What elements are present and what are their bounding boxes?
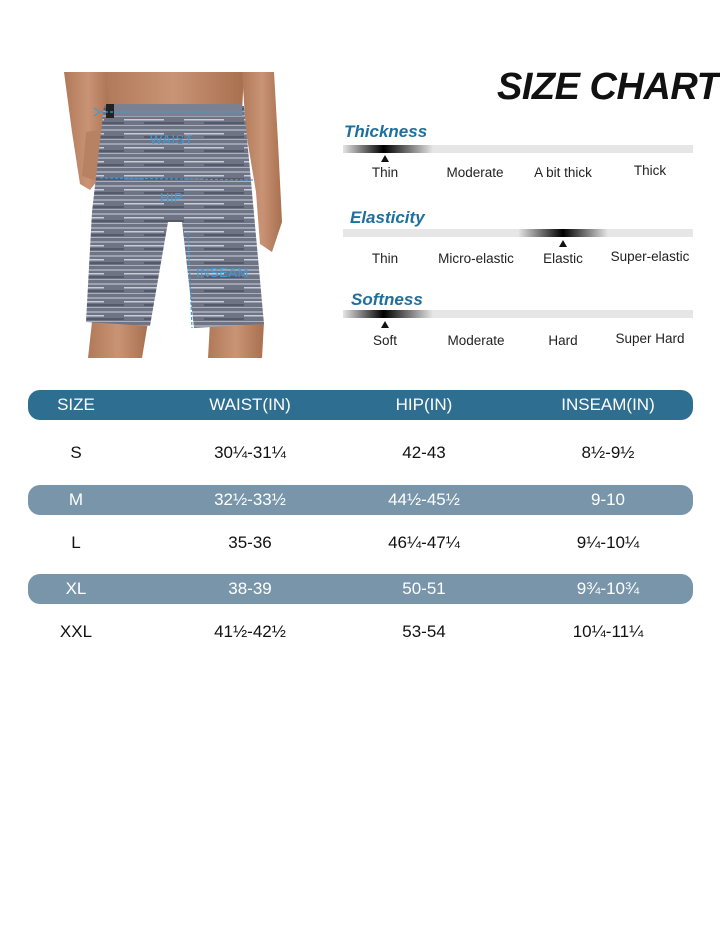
- scale-level: Thick: [633, 163, 667, 178]
- hip-measure-label: HIP: [160, 190, 184, 205]
- property-title: Elasticity: [350, 208, 425, 227]
- table-cell: 9¾-10¾: [576, 579, 640, 598]
- scale-level: Elastic: [543, 251, 583, 266]
- table-header-cell: HIP(IN): [395, 395, 453, 414]
- scale-level: Super-elastic: [610, 249, 690, 264]
- scale-level: Thin: [371, 251, 399, 266]
- property-title: Softness: [351, 290, 423, 309]
- inseam-measure-label: INSEAM: [196, 265, 249, 280]
- table-cell: 38-39: [228, 579, 272, 598]
- triangle-marker-icon: [381, 155, 389, 162]
- table-cell: 42-43: [402, 443, 446, 462]
- table-cell: 10¼-11¼: [572, 622, 644, 641]
- table-header-cell: WAIST(IN): [209, 395, 291, 414]
- table-cell: 9¼-10¼: [576, 533, 640, 552]
- table-cell: XXL: [59, 622, 93, 641]
- table-header-row: [28, 390, 693, 420]
- table-cell: 53-54: [402, 622, 446, 641]
- table-cell: 30¼-31¼: [214, 443, 286, 462]
- table-cell: 32½-33½: [214, 490, 286, 509]
- table-header-cell: INSEAM(IN): [561, 395, 655, 414]
- table-row: [28, 617, 693, 647]
- triangle-marker-icon: [381, 321, 389, 328]
- table-cell: L: [71, 533, 81, 552]
- scale-highlight: [343, 310, 433, 318]
- product-photo: [64, 72, 284, 358]
- waist-measure-label: WAIST: [150, 132, 194, 147]
- table-cell: 44½-45½: [388, 490, 460, 509]
- table-cell: M: [68, 490, 84, 509]
- scale-level: Soft: [372, 333, 397, 348]
- table-row: [28, 574, 693, 604]
- property-scale-bar: [343, 145, 693, 153]
- property-softness: [343, 289, 693, 369]
- table-row: [28, 485, 693, 515]
- scale-level: Thin: [371, 165, 399, 180]
- scale-level: Hard: [548, 333, 578, 348]
- scale-highlight: [343, 145, 433, 153]
- page-title: SIZE CHART: [497, 66, 720, 108]
- triangle-marker-icon: [559, 240, 567, 247]
- table-cell: 50-51: [402, 579, 446, 598]
- table-cell: 46¼-47¼: [388, 533, 460, 552]
- scale-level: Super Hard: [615, 331, 685, 346]
- property-scale-bar: [343, 229, 693, 237]
- table-header-cell: SIZE: [57, 395, 95, 414]
- property-elasticity: [343, 206, 693, 286]
- table-cell: S: [70, 443, 82, 462]
- scale-level: Micro-elastic: [438, 251, 514, 266]
- table-row: [28, 438, 693, 468]
- table-cell: 8½-9½: [581, 443, 635, 462]
- table-row: [28, 528, 693, 558]
- scale-highlight: [518, 229, 608, 237]
- scale-level: A bit thick: [534, 165, 592, 180]
- table-cell: XL: [65, 579, 87, 598]
- property-thickness: [343, 122, 693, 202]
- property-title: Thickness: [344, 122, 428, 141]
- table-cell: 35-36: [228, 533, 272, 552]
- property-scale-bar: [343, 310, 693, 318]
- scale-level: Moderate: [447, 333, 505, 348]
- table-cell: 41½-42½: [214, 622, 286, 641]
- table-cell: 9-10: [590, 490, 626, 509]
- shorts-model-photo-icon: [64, 72, 284, 358]
- scale-level: Moderate: [446, 165, 504, 180]
